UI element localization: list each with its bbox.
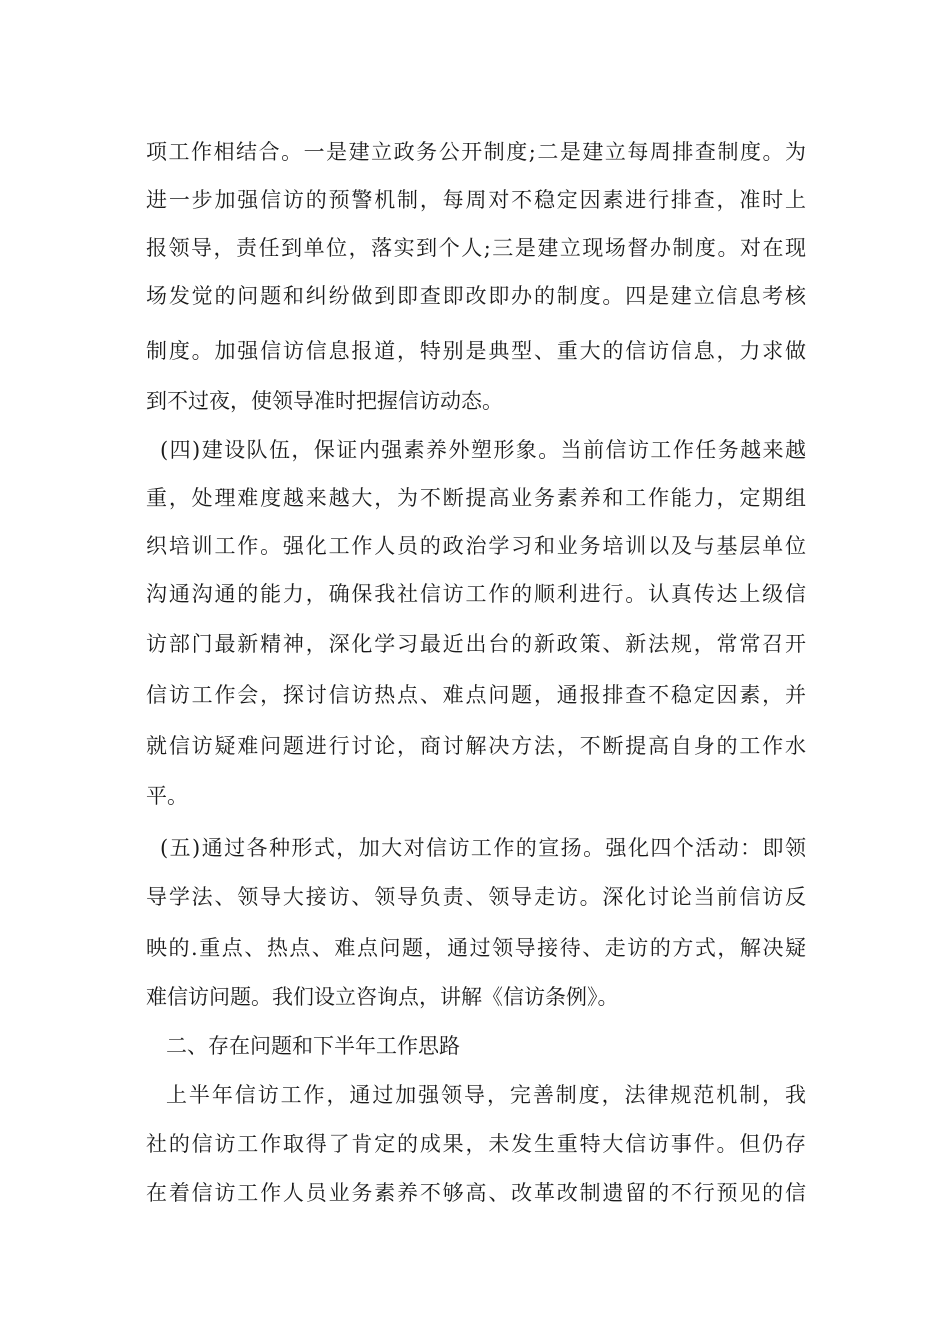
paragraph-line: 就信访疑难问题进行讨论，商讨解决方法，不断提高自身的工作水	[146, 734, 806, 758]
paragraph-line: 导学法、领导大接访、领导负责、领导走访。深化讨论当前信访反	[146, 885, 806, 909]
paragraph-line: 信访工作会，探讨信访热点、难点问题，通报排查不稳定因素，并	[146, 683, 806, 707]
paragraph-line: (四)建设队伍，保证内强素养外塑形象。当前信访工作任务越来越	[160, 438, 806, 462]
paragraph-line: 项工作相结合。一是建立政务公开制度;二是建立每周排查制度。为	[146, 140, 806, 164]
paragraph-line: 难信访问题。我们设立咨询点，讲解《信访条例》。	[146, 985, 619, 1009]
paragraph-line: 报领导，责任到单位，落实到个人;三是建立现场督办制度。对在现	[146, 236, 806, 260]
paragraph-line: 重，处理难度越来越大，为不断提高业务素养和工作能力，定期组	[146, 486, 806, 510]
paragraph-line: 在着信访工作人员业务素养不够高、改革改制遗留的不行预见的信	[146, 1181, 806, 1205]
paragraph-line: 沟通沟通的能力，确保我社信访工作的顺利进行。认真传达上级信	[146, 582, 806, 606]
paragraph-line: (五)通过各种形式，加大对信访工作的宣扬。强化四个活动：即领	[160, 836, 806, 860]
paragraph-line: 社的信访工作取得了肯定的成果，未发生重特大信访事件。但仍存	[146, 1132, 806, 1156]
paragraph-line: 织培训工作。强化工作人员的政治学习和业务培训以及与基层单位	[146, 534, 806, 558]
paragraph-line: 访部门最新精神，深化学习最近出台的新政策、新法规，常常召开	[146, 632, 806, 656]
section-heading: 二、存在问题和下半年工作思路	[166, 1034, 460, 1058]
paragraph-line: 进一步加强信访的预警机制，每周对不稳定因素进行排查，准时上	[146, 188, 806, 212]
paragraph-line: 到不过夜，使领导准时把握信访动态。	[146, 389, 503, 413]
paragraph-line: 场发觉的问题和纠纷做到即查即改即办的制度。四是建立信息考核	[146, 284, 806, 308]
paragraph-line: 制度。加强信访信息报道，特别是典型、重大的信访信息，力求做	[146, 339, 806, 363]
paragraph-line: 平。	[146, 784, 188, 808]
paragraph-line: 映的.重点、热点、难点问题，通过领导接待、走访的方式，解决疑	[146, 936, 806, 960]
paragraph-line: 上半年信访工作，通过加强领导，完善制度，法律规范机制，我	[166, 1083, 806, 1107]
